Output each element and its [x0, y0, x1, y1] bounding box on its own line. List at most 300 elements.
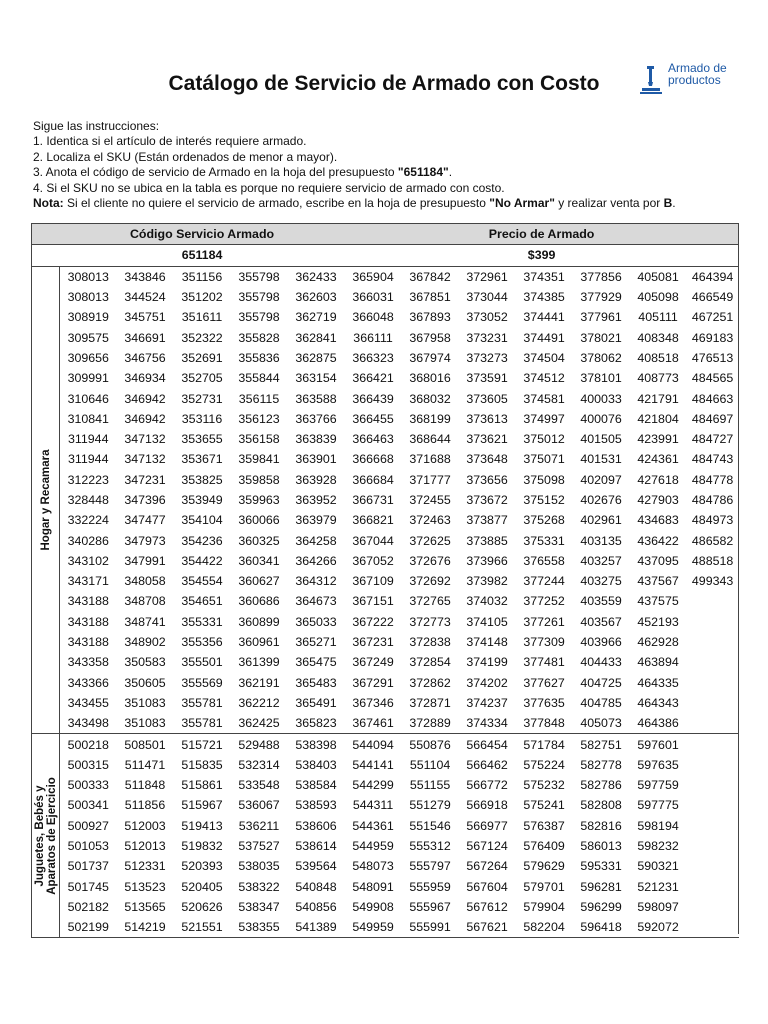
sku-cell — [687, 632, 739, 652]
sku-cell: 405111 — [638, 310, 678, 325]
sku-cell: 373648 — [466, 452, 508, 467]
sku-cell: 500333 — [67, 778, 109, 793]
sku-cell: 582816 — [580, 818, 622, 833]
sku-cell: 375012 — [523, 432, 565, 447]
sku-cell: 596281 — [580, 879, 622, 894]
sku-cell: 555967 — [409, 899, 451, 914]
sku-cell: 377261 — [523, 614, 565, 629]
sku-cell: 400076 — [580, 411, 622, 426]
sku-cell: 378101 — [580, 371, 622, 386]
sku-cell — [687, 652, 739, 672]
table-row — [32, 652, 739, 672]
sku-cell — [687, 755, 739, 775]
table-row — [32, 755, 739, 775]
sku-cell: 367222 — [352, 614, 394, 629]
table-row — [32, 530, 739, 550]
sku-cell: 373656 — [466, 472, 508, 487]
sku-cell: 519413 — [181, 818, 223, 833]
sku-cell: 362603 — [295, 290, 337, 305]
step-3-code: "651184" — [397, 165, 449, 180]
sku-cell — [687, 836, 739, 856]
sku-cell: 566977 — [466, 818, 508, 833]
sku-cell: 343188 — [67, 594, 109, 609]
sku-cell: 352691 — [181, 350, 223, 365]
sku-cell: 360341 — [238, 553, 280, 568]
sku-cell: 464343 — [637, 695, 679, 710]
sku-cell: 404725 — [580, 675, 622, 690]
sku-cell: 484973 — [691, 513, 734, 528]
sku-cell: 365033 — [295, 614, 337, 629]
sku-cell: 501737 — [67, 859, 109, 874]
sku-cell: 343498 — [60, 713, 117, 734]
sku-cell: 372765 — [409, 594, 451, 609]
table-row — [32, 510, 739, 530]
sku-cell: 375152 — [523, 493, 565, 507]
sku-cell: 368032 — [409, 391, 451, 406]
sku-cell: 348741 — [124, 614, 166, 629]
sku-cell: 537527 — [238, 839, 280, 854]
sku-cell: 346934 — [124, 371, 166, 386]
sku-cell: 597759 — [637, 778, 679, 793]
sku-cell: 377848 — [516, 713, 573, 734]
sku-cell: 343102 — [67, 553, 109, 568]
sku-cell: 361399 — [238, 655, 280, 670]
sku-cell: 309656 — [67, 350, 109, 365]
sku-cell: 309575 — [67, 330, 109, 345]
sku-cell: 362212 — [238, 695, 280, 710]
sku-cell: 536067 — [238, 798, 280, 813]
sku-cell: 377635 — [523, 695, 565, 710]
sku-cell: 365491 — [295, 695, 337, 710]
category-label-cell — [32, 734, 60, 938]
sku-cell: 355501 — [181, 655, 223, 670]
sku-cell: 354554 — [181, 574, 223, 589]
table-row — [32, 409, 739, 429]
sku-cell: 403966 — [580, 635, 622, 650]
sku-cell: 365483 — [295, 675, 337, 690]
sku-cell: 371777 — [409, 472, 451, 487]
sku-cell: 354651 — [181, 594, 223, 609]
note-end: . — [672, 196, 676, 211]
sku-cell: 372871 — [409, 695, 451, 710]
step-3-text: 3. Anota el código de servicio de Armado en la hoja del presupuesto — [33, 165, 398, 180]
sku-cell: 521551 — [174, 917, 231, 938]
sku-cell: 463894 — [637, 655, 679, 670]
sku-cell: 364673 — [295, 594, 337, 609]
sku-cell: 375071 — [523, 452, 565, 467]
sku-cell: 368644 — [409, 432, 451, 447]
sku-cell: 374581 — [523, 391, 565, 406]
sku-cell: 373591 — [466, 371, 508, 386]
sku-cell — [687, 693, 739, 713]
sku-cell: 374032 — [466, 594, 508, 609]
sku-cell: 356115 — [238, 391, 280, 406]
sku-cell: 367851 — [409, 290, 451, 305]
sku-cell: 373231 — [466, 330, 508, 345]
sku-cell: 512331 — [124, 859, 166, 874]
sku-cell: 582751 — [580, 737, 622, 752]
sku-cell: 571784 — [523, 737, 565, 752]
sku-cell: 538584 — [295, 778, 337, 793]
sku-cell: 508501 — [124, 737, 166, 752]
sku-cell: 501053 — [67, 839, 109, 854]
logo-text-line1: Armado de — [668, 61, 727, 75]
header-code-label: Código Servicio Armado — [60, 224, 345, 245]
table-row — [32, 795, 739, 815]
sku-cell — [687, 856, 739, 876]
sku-cell: 362191 — [238, 675, 280, 690]
sku-cell: 402961 — [580, 513, 622, 528]
sku-cell: 374512 — [523, 371, 565, 386]
table-row — [32, 551, 739, 571]
sku-cell: 363901 — [295, 452, 337, 467]
sku-cell: 355781 — [174, 713, 231, 734]
sku-cell: 538606 — [295, 818, 337, 833]
sku-cell: 359858 — [238, 472, 280, 487]
sku-cell: 538035 — [238, 859, 280, 874]
sku-cell: 555312 — [409, 839, 451, 854]
sku-cell: 360627 — [238, 574, 280, 589]
sku-cell: 404785 — [580, 695, 622, 710]
note-b: B — [663, 196, 673, 211]
table-header-row — [32, 224, 739, 245]
sku-cell: 548073 — [352, 859, 394, 874]
sku-cell: 348708 — [124, 594, 166, 609]
sku-cell: 469183 — [691, 330, 734, 345]
table-row — [32, 571, 739, 591]
sku-cell: 354422 — [181, 553, 223, 568]
table-row — [32, 877, 739, 897]
sku-cell: 401531 — [580, 452, 622, 467]
instruction-note — [33, 196, 753, 211]
sku-cell: 372463 — [409, 513, 451, 528]
sku-cell: 374491 — [523, 330, 565, 345]
sku-cell: 555959 — [409, 879, 451, 894]
note-mid-text: y realizar venta por — [554, 196, 664, 211]
sku-cell — [687, 591, 739, 611]
sku-cell: 364312 — [295, 574, 337, 589]
sku-cell: 366439 — [352, 391, 394, 406]
sku-cell: 484786 — [691, 493, 734, 507]
sku-cell: 550876 — [409, 737, 451, 752]
sku-cell: 501745 — [67, 879, 109, 894]
sku-cell: 541389 — [288, 917, 345, 938]
sku-cell: 500341 — [67, 798, 109, 813]
sku-cell: 311944 — [68, 452, 109, 467]
assembly-icon — [638, 64, 664, 96]
sku-cell: 582204 — [516, 917, 573, 938]
sku-cell: 367893 — [409, 310, 451, 325]
instructions-block — [33, 119, 753, 211]
table-row — [32, 632, 739, 652]
sku-cell: 575241 — [523, 798, 565, 813]
table-subheader-row — [32, 245, 739, 266]
sku-cell: 515967 — [181, 798, 223, 813]
sku-cell: 355781 — [181, 695, 223, 710]
sku-cell — [687, 775, 739, 795]
sku-cell: 402676 — [580, 493, 622, 507]
sku-cell: 344524 — [124, 290, 166, 305]
sku-cell: 373966 — [466, 553, 508, 568]
sku-cell: 366111 — [353, 330, 393, 345]
sku-cell: 347132 — [124, 452, 166, 467]
sku-cell: 367842 — [409, 269, 451, 284]
sku-cell: 355798 — [238, 310, 280, 325]
sku-cell: 533548 — [238, 778, 280, 793]
sku-cell: 355331 — [181, 614, 223, 629]
sku-cell: 488518 — [691, 553, 734, 568]
note-label: Nota: — [33, 196, 64, 211]
sku-cell: 521231 — [637, 879, 679, 894]
sku-cell: 555797 — [409, 859, 451, 874]
sku-cell: 405098 — [637, 290, 679, 305]
sku-cell: 515861 — [181, 778, 223, 793]
sku-cell: 308013 — [67, 290, 109, 305]
sku-cell: 374199 — [466, 655, 508, 670]
sku-cell: 363839 — [295, 432, 337, 447]
sku-cell: 502199 — [60, 917, 117, 938]
sku-cell: 352731 — [181, 391, 223, 406]
sku-cell: 343366 — [67, 675, 109, 690]
sku-cell: 437095 — [637, 553, 679, 568]
sku-cell: 532314 — [238, 757, 280, 772]
sku-cell: 567124 — [466, 839, 508, 854]
sku-cell: 372455 — [409, 493, 451, 507]
sku-cell: 373044 — [466, 290, 508, 305]
sku-cell: 476513 — [691, 350, 734, 365]
sku-cell: 437575 — [637, 594, 679, 609]
sku-cell: 367958 — [409, 330, 451, 345]
sku-cell: 427903 — [637, 493, 679, 507]
sku-cell: 513523 — [124, 879, 166, 894]
sku-cell: 377961 — [580, 310, 622, 325]
sku-cell: 359963 — [238, 493, 280, 507]
sku-cell: 484778 — [691, 472, 734, 487]
sku-cell: 598097 — [637, 899, 679, 914]
sku-cell: 363952 — [295, 493, 337, 507]
sku-cell: 366031 — [352, 290, 394, 305]
sku-cell: 367052 — [352, 553, 394, 568]
sku-cell: 363766 — [295, 411, 337, 426]
sku-cell: 538322 — [238, 879, 280, 894]
sku-cell: 551546 — [409, 818, 451, 833]
sku-cell: 403559 — [580, 594, 622, 609]
sku-cell: 343358 — [67, 655, 109, 670]
sku-cell: 511848 — [124, 778, 166, 793]
sku-cell: 367249 — [352, 655, 394, 670]
sku-cell: 596299 — [580, 899, 622, 914]
sku-cell: 549959 — [345, 917, 402, 938]
sku-cell: 520393 — [181, 859, 223, 874]
sku-cell: 347973 — [124, 533, 166, 548]
sku-cell: 529488 — [238, 737, 280, 752]
sku-cell: 484697 — [691, 411, 734, 426]
table-row — [32, 429, 739, 449]
sku-cell: 544311 — [352, 798, 394, 813]
sku-cell: 346942 — [124, 391, 166, 406]
sku-cell: 377481 — [523, 655, 565, 670]
sku-cell: 310646 — [67, 391, 109, 406]
sku-cell: 374351 — [523, 269, 565, 284]
sku-cell: 486582 — [691, 533, 734, 548]
table-row — [32, 287, 739, 307]
sku-cell: 372676 — [409, 553, 451, 568]
sku-cell — [687, 673, 739, 693]
brand-logo — [638, 62, 758, 102]
sku-cell: 377244 — [523, 574, 565, 589]
sku-cell: 351083 — [124, 695, 166, 710]
sku-cell: 551279 — [409, 798, 451, 813]
category-label — [40, 450, 52, 551]
sku-cell: 354104 — [181, 513, 223, 528]
sku-cell: 362719 — [295, 310, 337, 325]
sku-cell: 310841 — [67, 411, 109, 426]
sku-cell: 366421 — [352, 371, 394, 386]
sku-cell: 353116 — [181, 411, 223, 426]
sku-cell: 353671 — [181, 452, 223, 467]
sku-cell: 374334 — [459, 713, 516, 734]
sku-cell: 374385 — [523, 290, 565, 305]
sku-cell: 597601 — [637, 737, 679, 752]
logo-text-line2: productos — [668, 73, 721, 87]
table-row — [32, 775, 739, 795]
sku-cell: 347991 — [124, 553, 166, 568]
sku-cell: 511471 — [124, 757, 166, 772]
sku-cell: 360325 — [238, 533, 280, 548]
sku-cell: 519832 — [181, 839, 223, 854]
sku-cell: 373877 — [466, 513, 508, 528]
sku-cell: 566918 — [466, 798, 508, 813]
sku-cell — [687, 816, 739, 836]
sku-cell: 375331 — [523, 533, 565, 548]
sku-cell: 405081 — [637, 269, 679, 284]
sku-cell: 367291 — [352, 675, 394, 690]
sku-cell — [687, 734, 739, 755]
sku-cell: 538398 — [295, 737, 337, 752]
sku-cell: 484663 — [691, 391, 734, 406]
sku-cell: 403567 — [580, 614, 622, 629]
sku-cell: 367044 — [352, 533, 394, 548]
sku-cell: 408518 — [637, 350, 679, 365]
sku-cell: 566454 — [466, 737, 508, 752]
sku-cell: 364266 — [295, 553, 337, 568]
sku-cell: 366048 — [352, 310, 394, 325]
table-row — [32, 327, 739, 347]
sku-cell: 373672 — [466, 493, 508, 507]
sku-cell: 515835 — [181, 757, 223, 772]
sku-cell: 363154 — [295, 371, 337, 386]
sku-cell: 567604 — [466, 879, 508, 894]
sku-cell: 355569 — [181, 675, 223, 690]
sku-cell: 366684 — [352, 472, 394, 487]
sku-cell: 378062 — [580, 350, 622, 365]
sku-cell: 374997 — [523, 411, 565, 426]
sku-cell: 555991 — [402, 917, 459, 938]
sku-cell: 582786 — [580, 778, 622, 793]
sku-cell: 366731 — [352, 493, 394, 507]
sku-cell: 346691 — [124, 330, 166, 345]
sku-cell: 434683 — [637, 513, 679, 528]
sku-cell: 401505 — [580, 432, 622, 447]
sku-cell: 367231 — [352, 635, 394, 650]
sku-cell: 408773 — [637, 371, 679, 386]
table-row — [32, 368, 739, 388]
sku-cell: 368016 — [409, 371, 451, 386]
sku-cell: 377309 — [523, 635, 565, 650]
sku-cell: 464386 — [630, 713, 687, 734]
sku-cell: 576409 — [523, 839, 565, 854]
sku-cell: 592072 — [630, 917, 687, 938]
sku-cell: 308919 — [67, 310, 109, 325]
sku-cell: 500927 — [67, 818, 109, 833]
sku-cell: 343188 — [67, 614, 109, 629]
sku-cell: 375268 — [523, 513, 565, 528]
table-row — [32, 307, 739, 327]
sku-cell: 597635 — [637, 757, 679, 772]
sku-cell: 540848 — [295, 879, 337, 894]
category-label — [34, 777, 58, 895]
sku-cell: 373273 — [466, 350, 508, 365]
sku-cell: 353949 — [181, 493, 223, 507]
sku-cell: 402097 — [580, 472, 622, 487]
sku-cell: 352322 — [181, 330, 223, 345]
sku-cell: 348902 — [124, 635, 166, 650]
service-catalog-table — [31, 223, 739, 938]
sku-cell: 351156 — [181, 269, 223, 284]
sku-cell: 363928 — [295, 472, 337, 487]
sku-cell: 372889 — [402, 713, 459, 734]
sku-cell: 366668 — [352, 452, 394, 467]
sku-cell: 347132 — [124, 432, 166, 447]
table-row — [32, 449, 739, 469]
sku-cell: 332224 — [67, 513, 109, 528]
sku-cell: 512013 — [124, 839, 166, 854]
sku-cell: 374237 — [466, 695, 508, 710]
instruction-step-4: 4. Si el SKU no se ubica en la tabla es porque no requiere servicio de armado con costo. — [33, 180, 505, 195]
sku-cell: 586013 — [580, 839, 622, 854]
sku-cell: 377627 — [523, 675, 565, 690]
table-row — [32, 612, 739, 632]
sku-cell: 312223 — [67, 472, 109, 487]
sku-cell: 538614 — [295, 839, 337, 854]
category-label-cell — [32, 266, 60, 734]
sku-cell: 373613 — [466, 411, 508, 426]
sku-cell: 548091 — [352, 879, 394, 894]
sku-cell — [687, 917, 739, 938]
instruction-step-3 — [33, 165, 753, 180]
sku-cell: 549908 — [352, 899, 394, 914]
service-code: 651184 — [60, 245, 345, 266]
sku-cell: 377856 — [580, 269, 622, 284]
sku-cell: 582808 — [580, 798, 622, 813]
sku-cell: 436422 — [637, 533, 679, 548]
table-row — [32, 693, 739, 713]
sku-cell: 551104 — [409, 757, 451, 772]
sku-cell: 311944 — [68, 432, 109, 447]
sku-cell: 405073 — [573, 713, 630, 734]
sku-cell: 423991 — [637, 432, 679, 447]
sku-cell: 354236 — [181, 533, 223, 548]
sku-cell: 351202 — [181, 290, 223, 305]
sku-cell: 515721 — [181, 737, 223, 752]
sku-cell: 372862 — [409, 675, 451, 690]
service-catalog-table-wrap — [31, 223, 738, 938]
sku-cell: 513565 — [124, 899, 166, 914]
sku-cell: 596418 — [573, 917, 630, 938]
sku-cell: 347477 — [124, 513, 166, 528]
table-row — [32, 266, 739, 287]
sku-cell — [687, 795, 739, 815]
